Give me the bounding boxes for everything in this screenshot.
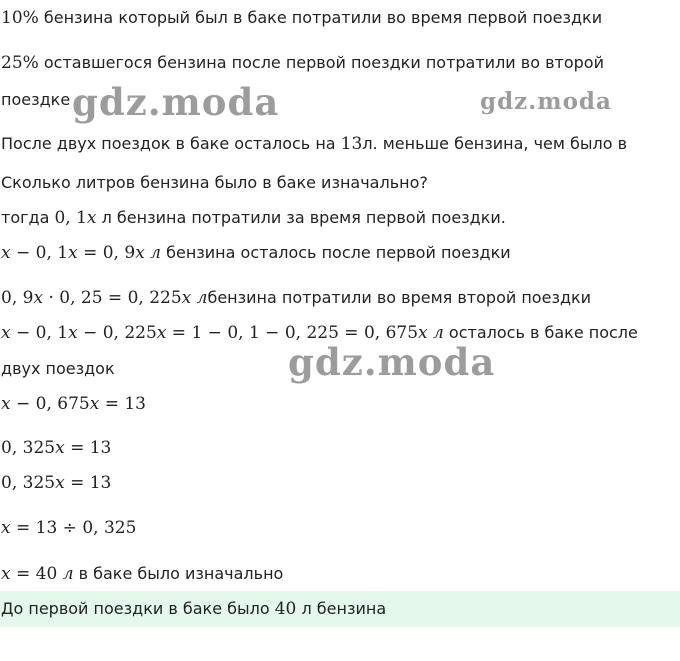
math-part: · 0, 25 = 0, 225	[43, 288, 182, 308]
line-6-text-b: л бензина потратили за время первой поездки.	[96, 208, 506, 227]
math-part: = 13	[64, 438, 112, 458]
text-line-4	[1, 133, 627, 155]
question-text: Сколько литров бензина было в баке изначально?	[1, 173, 428, 192]
math-part: − 0, 225	[77, 323, 157, 343]
text-line-3	[1, 89, 70, 111]
math-coef: 0, 1	[54, 208, 87, 228]
math-part: − 0, 1	[10, 243, 69, 263]
math-part: = 1 − 0, 1 − 0, 225 = 0, 675	[166, 323, 419, 343]
answer-box	[0, 591, 680, 627]
math-part: x л	[181, 288, 208, 308]
equation-line-5	[1, 563, 283, 585]
math-part: = 13 ÷ 0, 325	[10, 518, 137, 538]
answer-line	[1, 598, 386, 620]
math-part: = 40	[10, 564, 63, 584]
line-15-text: в баке было изначально	[73, 564, 284, 583]
math-part: x	[1, 564, 11, 584]
math-part: = 13	[99, 394, 146, 414]
line-3-text: поездке	[1, 90, 71, 109]
text-line-7	[1, 242, 511, 264]
equation-line-1	[1, 393, 146, 415]
text-line-10	[1, 358, 115, 380]
math-part: x л	[418, 323, 444, 343]
math-percent-10: 10%	[1, 8, 39, 28]
math-var: x	[86, 208, 97, 228]
line-8-text: бензина потратили во время второй поездки	[207, 288, 592, 307]
math-part: x	[1, 243, 11, 263]
watermark-2: gdz.moda	[480, 88, 612, 115]
math-part: = 13	[64, 473, 112, 493]
math-part: л	[62, 564, 74, 584]
math-part: x	[68, 323, 78, 343]
math-part: 0, 325	[1, 438, 56, 458]
math-percent-25: 25%	[1, 53, 39, 73]
watermark-3: gdz.moda	[288, 340, 496, 384]
text-line-2	[1, 52, 604, 74]
text-line-6	[1, 207, 506, 229]
math-part: x	[1, 518, 11, 538]
math-part: x	[55, 438, 65, 458]
math-part: = 0, 9	[77, 243, 136, 263]
math-part: x	[89, 394, 100, 414]
text-line-1	[1, 7, 602, 29]
math-13: 13	[340, 134, 363, 154]
math-part: x	[156, 323, 167, 343]
text-line-8	[1, 287, 591, 309]
text-line-5	[1, 172, 428, 194]
line-4-text-b: л. меньше бензина, чем было в	[362, 134, 628, 153]
watermark-1: gdz.moda	[72, 80, 280, 124]
equation-line-3	[1, 472, 111, 494]
math-part: x	[1, 394, 11, 414]
line-7-text: бензина осталось после первой поездки	[161, 243, 511, 262]
math-part: x	[33, 288, 44, 308]
math-part: 0, 9	[1, 288, 34, 308]
answer-text-a: До первой поездки в баке было	[1, 599, 275, 618]
equation-line-2	[1, 437, 111, 459]
math-part: x л	[135, 243, 162, 263]
math-part: − 0, 1	[10, 323, 69, 343]
line-1-text: бензина который был в баке потратили во время первой поездки	[38, 8, 603, 27]
line-9-text: осталось в баке после	[443, 323, 638, 342]
answer-value: 40	[274, 599, 297, 619]
math-part: x	[68, 243, 78, 263]
math-part: x	[1, 323, 11, 343]
math-part: x	[55, 473, 65, 493]
line-6-text-a: тогда	[1, 208, 55, 227]
line-10-text: двух поездок	[1, 359, 115, 378]
line-4-text-a: После двух поездок в баке осталось на	[1, 134, 341, 153]
math-part: − 0, 675	[10, 394, 90, 414]
equation-line-4	[1, 517, 136, 539]
math-part: 0, 325	[1, 473, 56, 493]
answer-text-b: л бензина	[296, 599, 387, 618]
line-2-text: оставшегося бензина после первой поездки потратили во второй	[38, 53, 604, 72]
